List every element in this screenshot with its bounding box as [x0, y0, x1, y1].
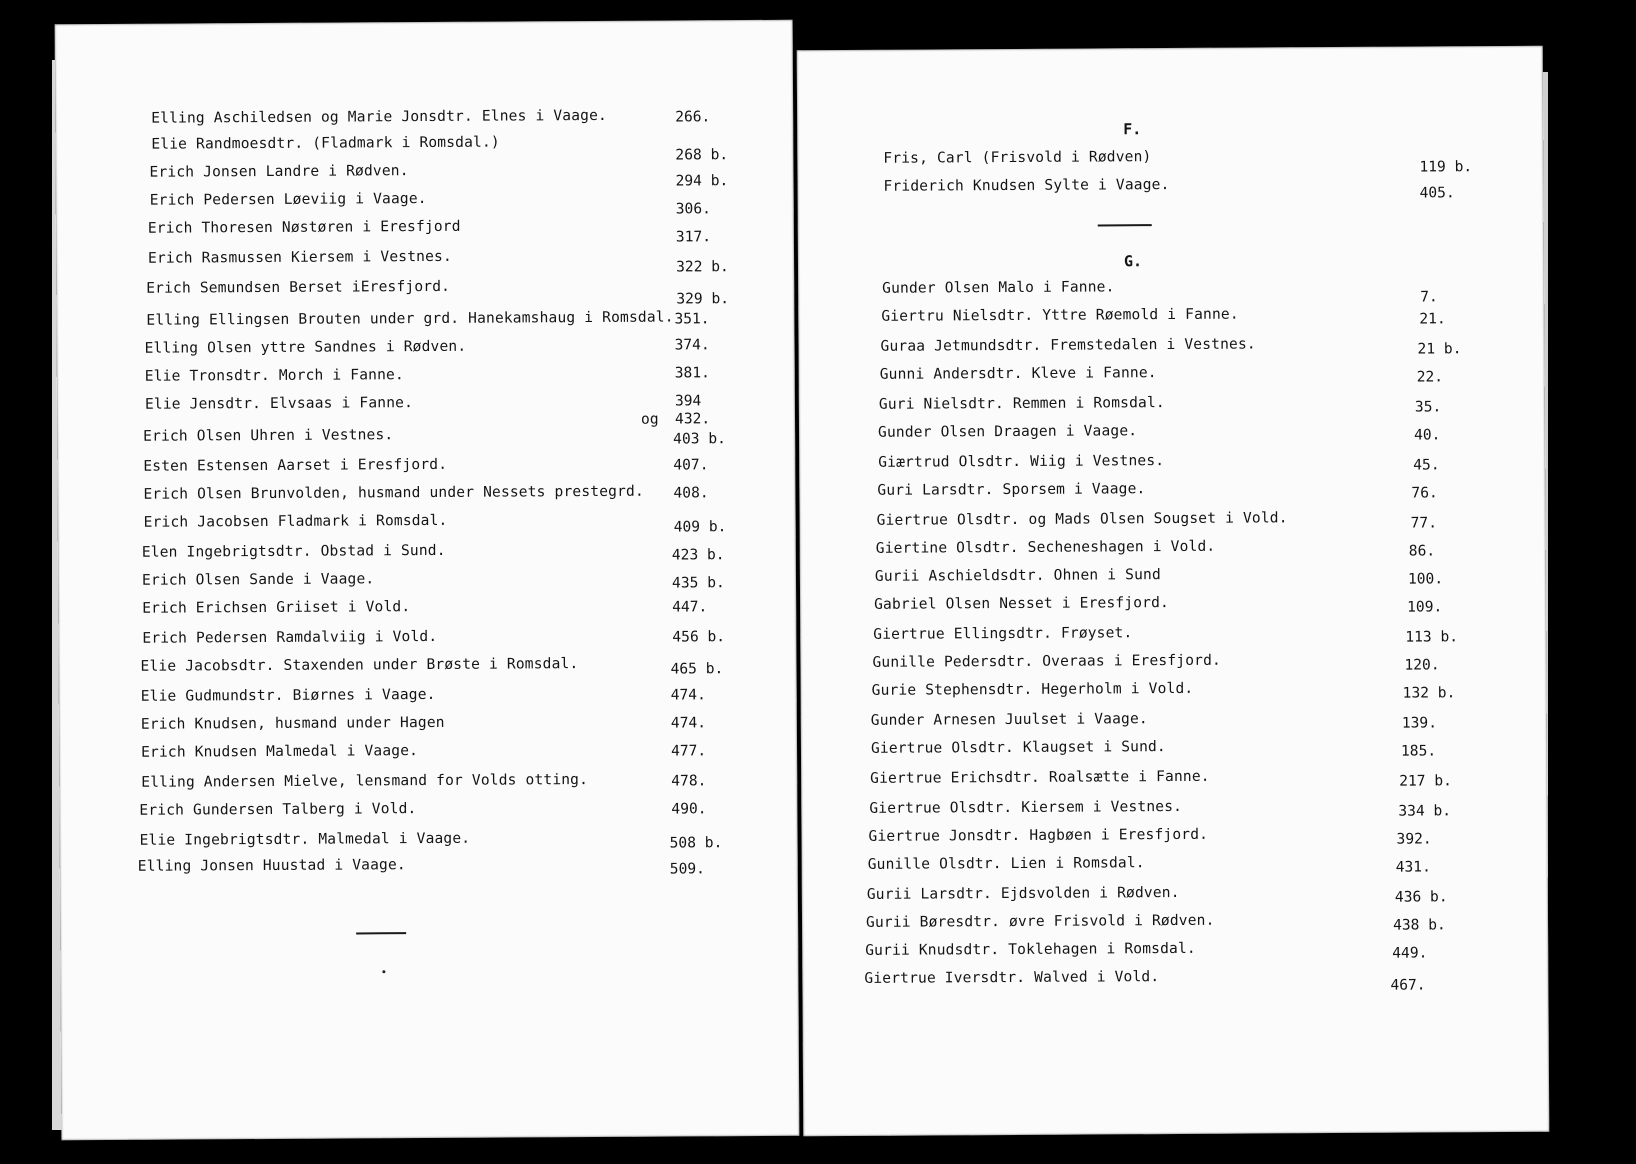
index-entry: Elie Randmoesdtr. (Fladmark i Romsdal.) — [151, 133, 500, 153]
index-entry: Giertrue Ellingsdtr. Frøyset. — [873, 624, 1133, 643]
index-entry: Gunder Arnesen Juulset i Vaage. — [870, 710, 1148, 729]
index-entry: Elie Jacobsdtr. Staxenden under Brøste i Romsdal. — [140, 655, 579, 675]
page-reference: 86. — [1408, 542, 1436, 560]
page-reference: 76. — [1411, 484, 1438, 502]
page-reference: 438 b. — [1392, 916, 1446, 934]
index-entry: Giertrue Erichsdtr. Roalsætte i Fanne. — [870, 767, 1210, 787]
index-entry: Giertine Olsdtr. Secheneshagen i Vold. — [875, 537, 1216, 557]
index-entry: Elen Ingebrigtsdtr. Obstad i Sund. — [141, 541, 446, 561]
index-entry: Friderich Knudsen Sylte i Vaage. — [883, 176, 1170, 195]
page-reference: 40. — [1413, 426, 1441, 444]
index-entry: Fris, Carl (Frisvold i Rødven) — [883, 148, 1152, 167]
page-reference: 474. — [670, 686, 706, 704]
index-entry: Giertrue Olsdtr. Kiersem i Vestnes. — [869, 797, 1183, 817]
page-reference: 423 b. — [671, 546, 725, 564]
page-reference: 109. — [1407, 598, 1443, 616]
page-reference-secondary: 432. — [674, 410, 711, 428]
section-letter-g: G. — [1123, 252, 1143, 271]
section-divider — [356, 932, 406, 934]
page-reference: 449. — [1392, 944, 1428, 962]
index-entry: Elie Ingebrigtsdtr. Malmedal i Vaage. — [139, 829, 471, 849]
page-reference: 465 b. — [670, 660, 724, 678]
section-letter-f: F. — [1123, 120, 1142, 139]
page-reference: 113 b. — [1405, 628, 1459, 646]
index-entry: Erich Jacobsen Fladmark i Romsdal. — [143, 511, 448, 531]
page-reference: 490. — [671, 800, 707, 818]
page-reference: 509. — [669, 860, 705, 878]
page-reference: 21. — [1419, 310, 1446, 328]
index-entry: Gurii Larsdtr. Ejdsvolden i Rødven. — [866, 883, 1180, 903]
page-reference: 268 b. — [675, 146, 729, 164]
page-reference-prefix: og — [640, 410, 659, 428]
page-reference: 467. — [1390, 976, 1426, 994]
index-entry: Esten Estensen Aarset i Eresfjord. — [143, 455, 448, 475]
index-entry: Elie Jensdtr. Elvsaas i Fanne. — [144, 394, 414, 413]
index-entry: Elling Andersen Mielve, lensmand for Volds otting. — [141, 771, 589, 791]
page-reference: 329 b. — [676, 290, 730, 308]
left-page — [55, 20, 800, 1140]
index-entry: Gunille Olsdtr. Lien i Romsdal. — [867, 854, 1145, 873]
page-reference: 185. — [1400, 742, 1437, 760]
page-reference: 266. — [675, 108, 711, 126]
index-entry: Gurii Børesdtr. øvre Frisvold i Rødven. — [865, 911, 1215, 931]
index-entry: Gunder Olsen Draagen i Vaage. — [877, 422, 1138, 441]
index-entry: Gunille Pedersdtr. Overaas i Eresfjord. — [872, 651, 1221, 671]
index-entry: Elie Gudmundstr. Biørnes i Vaage. — [140, 685, 436, 705]
page-reference: 403 b. — [673, 430, 726, 448]
index-entry: Erich Pedersen Ramdalviig i Vold. — [142, 627, 438, 647]
page-reference: 447. — [672, 598, 708, 616]
index-entry: Giærtrud Olsdtr. Wiig i Vestnes. — [878, 452, 1165, 471]
stray-mark — [382, 970, 385, 973]
page-reference: 508 b. — [669, 834, 723, 852]
index-entry: Giertrue Olsdtr. og Mads Olsen Sougset i Vold. — [876, 509, 1288, 529]
index-entry: Giertrue Jonsdtr. Hagbøen i Eresfjord. — [868, 825, 1209, 845]
index-entry: Guraa Jetmundsdtr. Fremstedalen i Vestnes. — [880, 335, 1256, 355]
index-entry: Erich Pedersen Løeviig i Vaage. — [149, 189, 427, 209]
index-entry: Giertrue Iversdtr. Walved i Vold. — [864, 968, 1160, 987]
page-reference: 119 b. — [1419, 158, 1473, 176]
index-entry: Gunder Olsen Malo i Fanne. — [882, 278, 1115, 297]
page-reference: 409 b. — [673, 518, 727, 536]
page-reference: 374. — [674, 336, 710, 354]
index-entry: Erich Olsen Brunvolden, husmand under Nessets prestegrd. — [143, 482, 644, 503]
page-reference: 408. — [673, 484, 709, 502]
page-reference: 132 b. — [1402, 684, 1456, 702]
page-reference: 317. — [675, 228, 712, 246]
page-reference: 456 b. — [672, 628, 726, 646]
page-reference: 381. — [674, 364, 710, 382]
page-reference: 322 b. — [676, 258, 729, 276]
page-reference: 394 — [674, 392, 702, 410]
page-reference: 474. — [670, 714, 707, 732]
page-reference: 22. — [1416, 368, 1444, 386]
section-divider — [1098, 224, 1152, 226]
right-page — [797, 46, 1550, 1137]
page-reference: 120. — [1404, 656, 1440, 674]
page-reference: 477. — [670, 742, 707, 760]
index-entry: Gabriel Olsen Nesset i Eresfjord. — [874, 594, 1170, 613]
page-reference: 405. — [1419, 184, 1455, 202]
index-entry: Erich Jonsen Landre i Rødven. — [149, 162, 409, 181]
page-reference: 7. — [1420, 288, 1438, 306]
page-reference: 21 b. — [1417, 340, 1462, 358]
index-entry: Elling Ellingsen Brouten under grd. Hanekamshaug i Romsdal. — [146, 308, 674, 329]
index-entry: Elling Olsen yttre Sandnes i Rødven. — [144, 337, 467, 357]
index-entry: Erich Erichsen Griiset i Vold. — [142, 598, 411, 617]
page-reference: 351. — [674, 310, 710, 328]
index-entry: Erich Gundersen Talberg i Vold. — [139, 800, 417, 819]
index-entry: Elie Tronsdtr. Morch i Fanne. — [144, 366, 404, 385]
index-entry: Giertrue Olsdtr. Klaugset i Sund. — [870, 738, 1166, 757]
index-entry: Erich Thoresen Nøstøren i Eresfjord — [147, 217, 461, 237]
index-entry: Gurie Stephensdtr. Hegerholm i Vold. — [871, 679, 1194, 699]
index-entry: Giertru Nielsdtr. Yttre Røemold i Fanne. — [881, 305, 1239, 325]
page-reference: 334 b. — [1398, 802, 1452, 820]
index-entry: Guri Larsdtr. Sporsem i Vaage. — [877, 480, 1146, 499]
index-entry: Elling Jonsen Huustad i Vaage. — [137, 856, 406, 875]
page-reference: 478. — [671, 772, 707, 790]
page-reference: 431. — [1395, 858, 1431, 876]
page-reference: 100. — [1407, 570, 1444, 588]
index-entry: Gurii Aschieldsdtr. Ohnen i Sund — [874, 566, 1161, 585]
index-entry: Erich Knudsen, husmand under Hagen — [140, 713, 445, 733]
page-reference: 436 b. — [1394, 888, 1448, 906]
page-reference: 139. — [1401, 714, 1438, 732]
page-reference: 294 b. — [675, 172, 729, 190]
index-entry: Guri Nielsdtr. Remmen i Romsdal. — [878, 394, 1165, 413]
page-reference: 407. — [673, 456, 709, 474]
page-reference: 392. — [1396, 830, 1432, 848]
page-reference: 45. — [1413, 456, 1440, 474]
index-entry: Erich Olsen Sande i Vaage. — [141, 570, 375, 589]
page-reference: 306. — [675, 200, 711, 218]
index-entry: Gunni Andersdtr. Kleve i Fanne. — [879, 364, 1157, 383]
page-reference: 77. — [1410, 514, 1438, 532]
page-reference: 217 b. — [1399, 772, 1452, 790]
index-entry: Erich Olsen Uhren i Vestnes. — [143, 426, 394, 445]
page-reference: 35. — [1414, 398, 1442, 416]
index-entry: Elling Aschiledsen og Marie Jonsdtr. Elnes i Vaage. — [151, 106, 607, 127]
index-entry: Gurii Knudsdtr. Toklehagen i Romsdal. — [865, 939, 1196, 959]
page-reference: 435 b. — [671, 574, 725, 592]
index-entry: Erich Semundsen Berset iEresfjord. — [146, 277, 451, 297]
index-entry: Erich Knudsen Malmedal i Vaage. — [140, 742, 419, 761]
index-entry: Erich Rasmussen Kiersem i Vestnes. — [147, 247, 452, 267]
